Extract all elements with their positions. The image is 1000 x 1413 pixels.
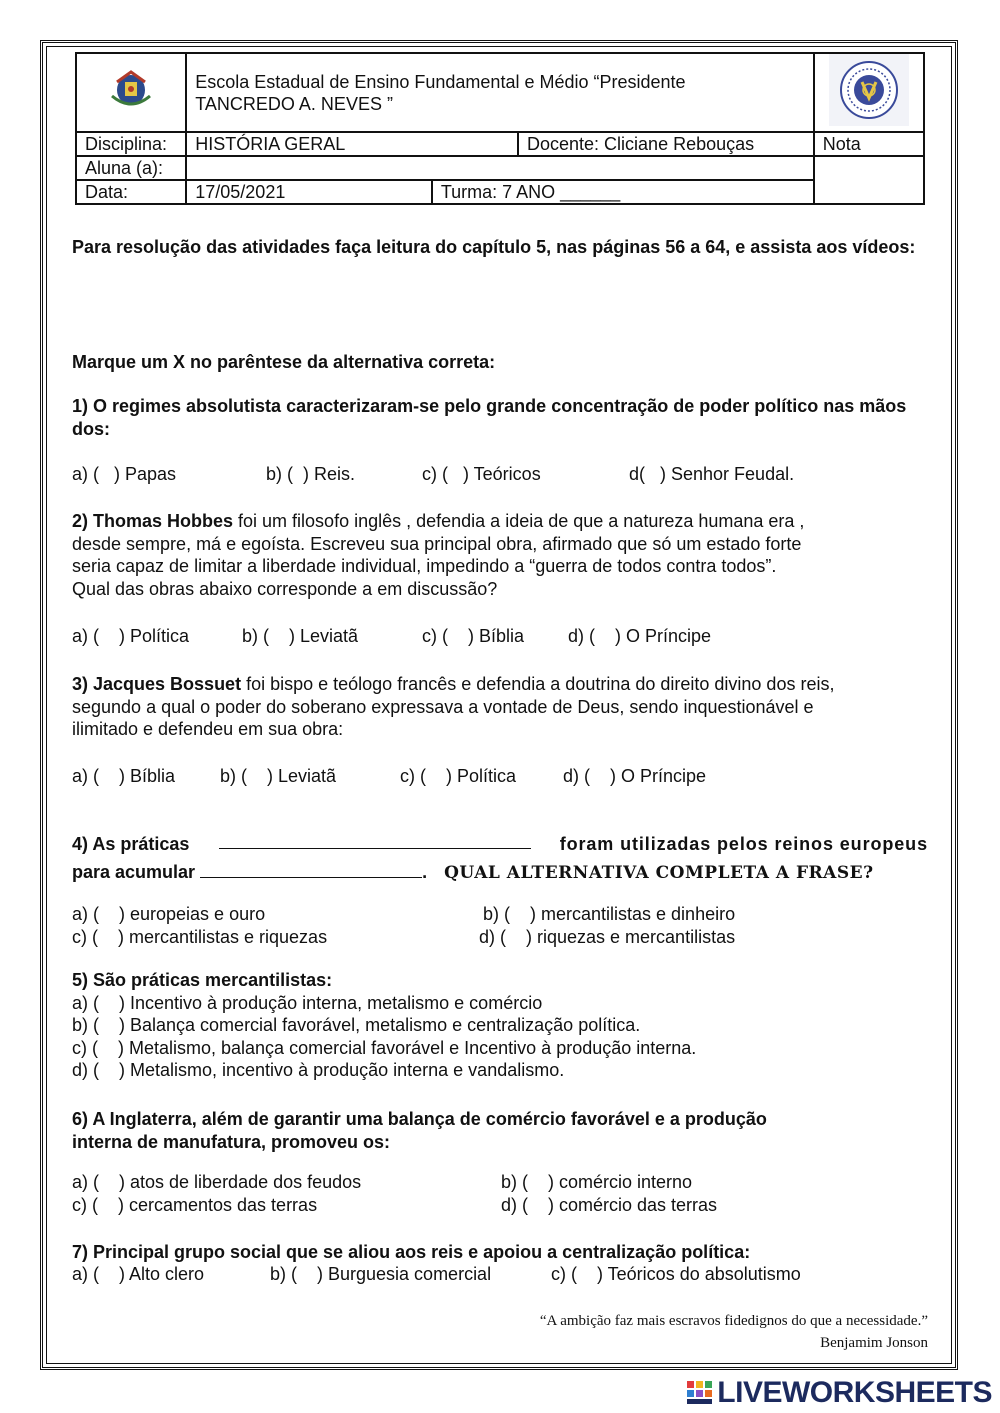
school-name-cell bbox=[186, 53, 813, 132]
q1-option-b[interactable]: b) ( ) Reis. bbox=[266, 464, 356, 484]
school-seal-icon bbox=[829, 54, 909, 126]
q6-option-b[interactable]: b) ( ) comércio interno bbox=[501, 1172, 693, 1192]
q3-option-b[interactable]: b) ( ) Leviatã bbox=[220, 766, 337, 786]
quote-author: Benjamim Jonson bbox=[820, 1335, 928, 1351]
question-4-text bbox=[72, 830, 932, 887]
q4-option-a[interactable]: a) ( ) europeias e ouro bbox=[72, 904, 266, 924]
q2-line3: seria capaz de limitar a liberdade individual, impedindo a “guerra de todos contra todos”. bbox=[72, 556, 777, 576]
q3-bold-lead: 3) Jacques Bossuet bbox=[72, 674, 242, 694]
q3-option-a[interactable]: a) ( ) Bíblia bbox=[72, 766, 176, 786]
q3-option-d[interactable]: d) ( ) O Príncipe bbox=[563, 766, 707, 786]
q2-line1: foi um filosofo inglês , defendia a ideia de que a natureza humana era , bbox=[233, 511, 805, 531]
question-5-text: 5) São práticas mercantilistas: bbox=[72, 970, 333, 990]
q4-part4: . bbox=[422, 862, 428, 882]
q1-option-c[interactable]: c) ( ) Teóricos bbox=[422, 464, 541, 484]
q3-line2: segundo a qual o poder do soberano expressava a vontade de Deus, sendo inquestionável e bbox=[72, 696, 814, 717]
q4-option-c[interactable]: c) ( ) mercantilistas e riquezas bbox=[72, 927, 328, 947]
q4-blank-2[interactable] bbox=[200, 859, 422, 878]
q2-bold-lead: 2) Thomas Hobbes bbox=[72, 511, 234, 531]
question-2-text bbox=[72, 510, 932, 600]
question-5-block bbox=[72, 969, 932, 1082]
school-crest-icon bbox=[106, 66, 156, 114]
aluna-label: Aluna (a): bbox=[76, 156, 186, 180]
quote-text: “A ambição faz mais escravos fidedignos do que a necessidade.” bbox=[539, 1313, 928, 1329]
turma-cell: Turma: 7 ANO ______ bbox=[432, 180, 814, 204]
data-label: Data: bbox=[76, 180, 186, 204]
q4-blank-1[interactable] bbox=[219, 830, 531, 849]
nota-field[interactable] bbox=[814, 156, 924, 204]
q6-option-d[interactable]: d) ( ) comércio das terras bbox=[501, 1195, 718, 1215]
q5-option-b[interactable]: b) ( ) Balança comercial favorável, metalismo e centralização política. bbox=[72, 1015, 641, 1035]
q2-line4: Qual das obras abaixo corresponde a em discussão? bbox=[72, 578, 498, 599]
question-6-text bbox=[72, 1108, 932, 1153]
q2-option-b[interactable]: b) ( ) Leviatã bbox=[242, 626, 359, 646]
disciplina-label: Disciplina: bbox=[76, 132, 186, 156]
nota-label: Nota bbox=[814, 132, 924, 156]
question-7-text: 7) Principal grupo social que se aliou aos reis e apoiou a centralização política: bbox=[72, 1242, 751, 1262]
q6-line2: interna de manufatura, promoveu os: bbox=[72, 1131, 391, 1152]
q6-line1: 6) A Inglaterra, além de garantir uma balança de comércio favorável e a produção bbox=[72, 1109, 767, 1129]
aluna-field[interactable] bbox=[186, 156, 813, 180]
q2-option-a[interactable]: a) ( ) Política bbox=[72, 626, 190, 646]
q5-option-d[interactable]: d) ( ) Metalismo, incentivo à produção interna e vandalismo. bbox=[72, 1060, 565, 1080]
quote-block bbox=[540, 1310, 928, 1354]
q4-part1: 4) As práticas bbox=[72, 834, 190, 854]
q5-option-a[interactable]: a) ( ) Incentivo à produção interna, metalismo e comércio bbox=[72, 992, 543, 1013]
liveworksheets-logo-icon bbox=[687, 1381, 713, 1405]
header-table bbox=[75, 52, 925, 205]
q4-part2: foram utilizadas pelos reinos europeus bbox=[559, 834, 928, 854]
intro-text: Para resolução das atividades faça leitura do capítulo 5, nas páginas 56 a 64, e assista aos vídeos: bbox=[72, 237, 916, 257]
school-name-line1: Escola Estadual de Ensino Fundamental e Médio “Presidente bbox=[195, 71, 686, 92]
q6-option-a[interactable]: a) ( ) atos de liberdade dos feudos bbox=[72, 1172, 362, 1192]
school-name-line2: TANCREDO A. NEVES ” bbox=[195, 93, 393, 114]
q2-option-c[interactable]: c) ( ) Bíblia bbox=[422, 626, 525, 646]
seal-cell bbox=[814, 53, 924, 132]
q3-line3: ilimitado e defendeu em sua obra: bbox=[72, 719, 344, 739]
instruction-text: Marque um X no parêntese da alternativa correta: bbox=[72, 352, 496, 372]
liveworksheets-brand[interactable] bbox=[687, 1376, 992, 1410]
q7-option-a[interactable]: a) ( ) Alto clero bbox=[72, 1264, 205, 1284]
question-3-text bbox=[72, 673, 932, 741]
q4-option-b[interactable]: b) ( ) mercantilistas e dinheiro bbox=[483, 904, 736, 924]
q4-fancy-prompt: QUAL ALTERNATIVA COMPLETA A FRASE? bbox=[444, 863, 874, 883]
liveworksheets-text: LIVEWORKSHEETS bbox=[717, 1376, 992, 1409]
question-1-text: 1) O regimes absolutista caracterizaram-se pelo grande concentração de poder político nas mãos dos: bbox=[72, 396, 907, 439]
q1-option-a[interactable]: a) ( ) Papas bbox=[72, 464, 177, 484]
q4-option-d[interactable]: d) ( ) riquezas e mercantilistas bbox=[479, 927, 736, 947]
q6-option-c[interactable]: c) ( ) cercamentos das terras bbox=[72, 1195, 318, 1215]
data-value: 17/05/2021 bbox=[186, 180, 432, 204]
docente-cell: Docente: Cliciane Rebouças bbox=[518, 132, 814, 156]
q3-line1: foi bispo e teólogo francês e defendia a doutrina do direito divino dos reis, bbox=[241, 674, 835, 694]
q7-option-b[interactable]: b) ( ) Burguesia comercial bbox=[270, 1264, 492, 1284]
q5-option-c[interactable]: c) ( ) Metalismo, balança comercial favorável e Incentivo à produção interna. bbox=[72, 1037, 697, 1058]
q1-option-d[interactable]: d( ) Senhor Feudal. bbox=[629, 464, 795, 484]
q3-option-c[interactable]: c) ( ) Política bbox=[400, 766, 517, 786]
disciplina-value: HISTÓRIA GERAL bbox=[186, 132, 518, 156]
q2-option-d[interactable]: d) ( ) O Príncipe bbox=[568, 626, 712, 646]
q4-part3: para acumular bbox=[72, 862, 196, 882]
school-logo-cell bbox=[76, 53, 186, 132]
q2-line2: desde sempre, má e egoísta. Escreveu sua principal obra, afirmado que só um estado forte bbox=[72, 533, 802, 554]
q7-option-c[interactable]: c) ( ) Teóricos do absolutismo bbox=[551, 1264, 801, 1284]
